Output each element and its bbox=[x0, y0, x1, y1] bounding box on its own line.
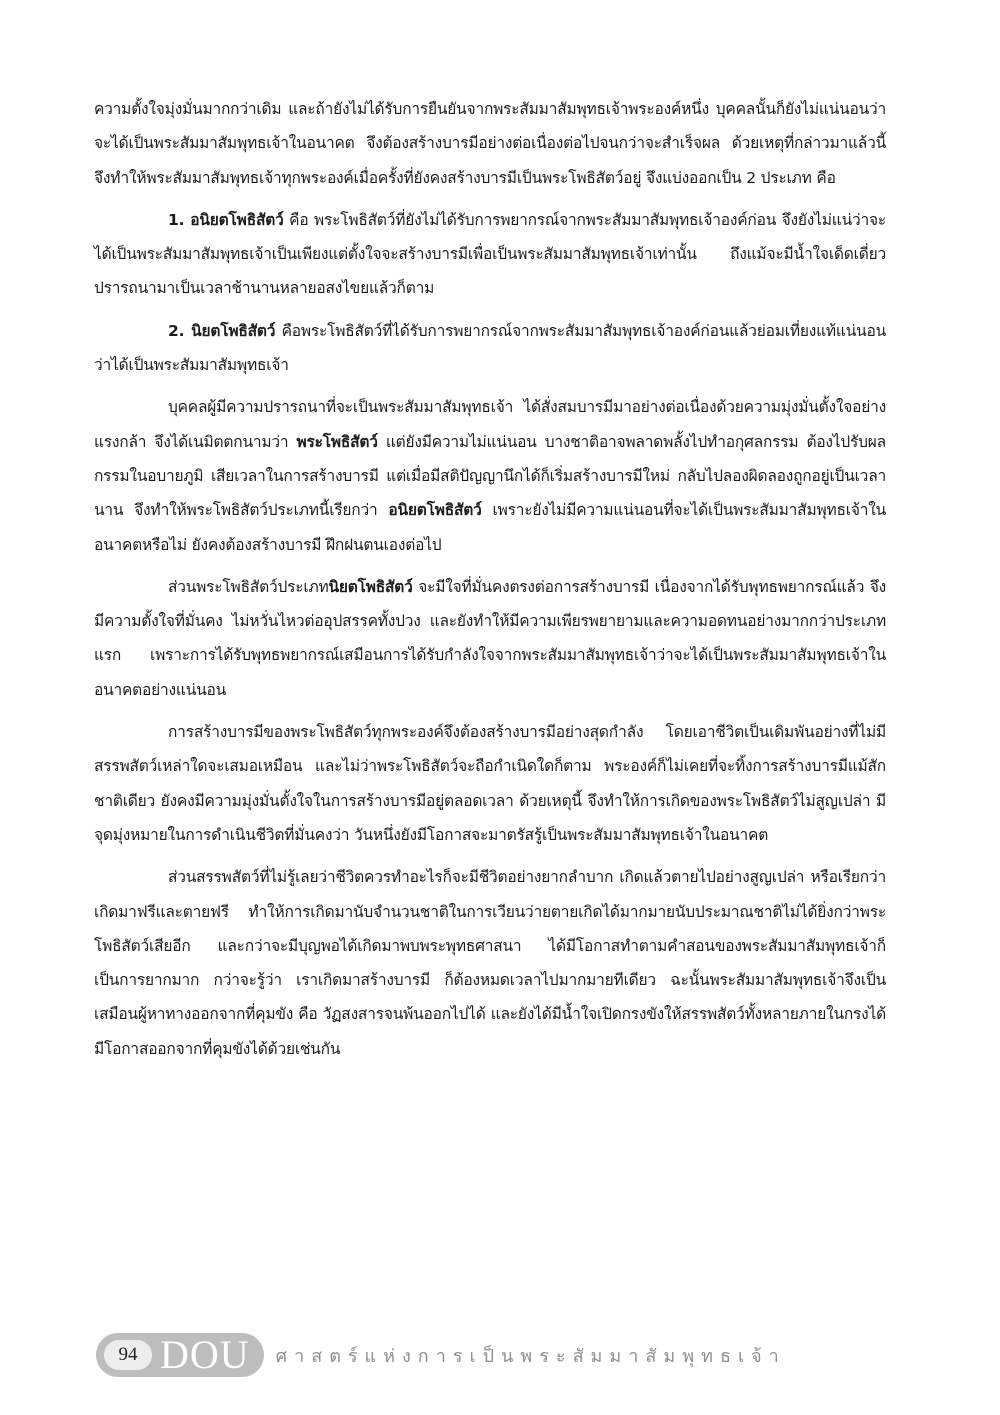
text-run: ส่วนพระโพธิสัตว์ประเภท bbox=[168, 577, 329, 596]
book-title: ศาสตร์แห่งการเป็นพระสัมมาสัมพุทธเจ้า bbox=[275, 1345, 786, 1367]
footer-badge bbox=[96, 1333, 264, 1377]
text-run: ส่วนสรรพสัตว์ที่ไม่รู้เลยว่าชีวิตควรทำอะไรก็จะมีชีวิตอย่างยากลำบาก เกิดแล้วตายไปอย่างสูญเปล่า หรือเรียกว่า เกิดมาฟรีและตายฟรี ทำให้การเกิดมานับจำนวนชาติในการเวียนว่ายตายเกิดได้มากมายนับประมาณชาติไม่ได้ยิ่งกว่าพระโพธิสัตว์เสียอีก และกว่าจะมีบุญพอได้เกิดมาพบพระพุทธศาสนา ได้มีโอกาสทำตามคำสอนของพระสัมมาสัมพุทธเจ้าก็เป็นการยากมาก กว่าจะรู้ว่า เราเกิดมาสร้างบารมี ก็ต้องหมดเวลาไปมากมายทีเดียว ฉะนั้นพระสัมมาสัมพุทธเจ้าจึงเป็นเสมือนผู้หาทางออกจากที่คุมขัง คือ วัฏสงสารจนพ้นออกไปได้ และยังได้มีน้ำใจเปิดกรงขังให้สรรพสัตว์ทั้งหลายภายในกรงได้มีโอกาสออกจากที่คุมขังได้ด้วยเช่นกัน bbox=[94, 868, 886, 1058]
body-text bbox=[94, 92, 886, 1074]
text-run: คือพระโพธิสัตว์ที่ได้รับการพยากรณ์จากพระสัมมาสัมพุทธเจ้าองค์ก่อนแล้วย่อมเที่ยงแท้แน่นอนว่าได้เป็นพระสัมมาสัมพุทธเจ้า bbox=[94, 321, 886, 375]
paragraph bbox=[94, 715, 886, 852]
text-run: คือ พระโพธิสัตว์ที่ยังไม่ได้รับการพยากรณ์จากพระสัมมาสัมพุทธเจ้าองค์ก่อน จึงยังไม่แน่ว่าจะได้เป็นพระสัมมาสัมพุทธเจ้าเป็นเพียงแต่ตั้งใจจะสร้างบารมีเพื่อเป็นพระสัมมาสัมพุทธเจ้าเท่านั้น ถึงแม้จะมีน้ำใจเด็ดเดี่ยวปรารถนามาเป็นเวลาช้านานหลายอสงไขยแล้วก็ตาม bbox=[94, 210, 886, 298]
dou-logo: DOU bbox=[160, 1332, 250, 1377]
bold-term: อนิยตโพธิสัตว์ bbox=[388, 501, 482, 520]
paragraph bbox=[94, 570, 886, 707]
bold-term: พระโพธิสัตว์ bbox=[296, 432, 378, 451]
paragraph bbox=[94, 203, 886, 306]
paragraph bbox=[94, 314, 886, 383]
text-run: ความตั้งใจมุ่งมั่นมากกว่าเดิม และถ้ายังไม่ได้รับการยืนยันจากพระสัมมาสัมพุทธเจ้าพระองค์หนึ่ง บุคคลนั้นก็ยังไม่แน่นอนว่าจะได้เป็นพระสัมมาสัมพุทธเจ้าในอนาคต จึงต้องสร้างบารมีอย่างต่อเนื่องต่อไปจนกว่าจะสำเร็จผล ด้วยเหตุที่กล่าวมาแล้วนี้ จึงทำให้พระสัมมาสัมพุทธเจ้าทุกพระองค์เมื่อครั้งที่ยังคงสร้างบารมีเป็นพระโพธิสัตว์อยู่ จึงแบ่งออกเป็น 2 ประเภท คือ bbox=[94, 100, 886, 187]
text-run: การสร้างบารมีของพระโพธิสัตว์ทุกพระองค์จึงต้องสร้างบารมีอย่างสุดกำลัง โดยเอาชีวิตเป็นเดิมพันอย่างที่ไม่มีสรรพสัตว์เหล่าใดจะเสมอเหมือน และไม่ว่าพระโพธิสัตว์จะถือกำเนิดใดก็ตาม พระองค์ก็ไม่เคยที่จะทิ้งการสร้างบารมีแม้สักชาติเดียว ยังคงมีความมุ่งมั่นตั้งใจในการสร้างบารมีอยู่ตลอดเวลา ด้วยเหตุนี้ จึงทำให้การเกิดของพระโพธิสัตว์ไม่สูญเปล่า มีจุดมุ่งหมายในการดำเนินชีวิตที่มั่นคงว่า วันหนึ่งยังมีโอกาสจะมาตรัสรู้เป็นพระสัมมาสัมพุทธเจ้าในอนาคต bbox=[94, 723, 886, 844]
bold-term: นิยตโพธิสัตว์ bbox=[328, 577, 413, 596]
page-footer bbox=[96, 1333, 786, 1377]
bold-term: 2. นิยตโพธิสัตว์ bbox=[168, 321, 276, 340]
page-number: 94 bbox=[104, 1340, 152, 1370]
text-run: แต่ยังมีความไม่แน่นอน บางชาติอาจพลาดพลั้งไปทำอกุศลกรรม ต้องไปรับผลกรรมในอบายภูมิ เสียเวลาในการสร้างบารมี แต่เมื่อมีสติปัญญานึกได้ก็เริ่มสร้างบารมีใหม่ กลับไปลองผิดลองถูกอยู่เป็นเวลานาน จึงทำให้พระโพธิสัตว์ประเภทนี้เรียกว่า bbox=[94, 432, 886, 520]
text-run: บุคคลผู้มีความปรารถนาที่จะเป็นพระสัมมาสัมพุทธเจ้า ได้สั่งสมบารมีมาอย่างต่อเนื่องด้วยความมุ่งมั่นตั้งใจอย่างแรงกล้า จึงได้เนมิตตกนามว่า bbox=[94, 398, 886, 451]
bold-term: 1. อนิยตโพธิสัตว์ bbox=[168, 210, 284, 229]
text-run: จะมีใจที่มั่นคงตรงต่อการสร้างบารมี เนื่องจากได้รับพุทธพยากรณ์แล้ว จึงมีความตั้งใจที่มั่นคง ไม่หวั่นไหวต่ออุปสรรคทั้งปวง และยังทำให้มีความเพียรพยายามและความอดทนอย่างมากกว่าประเภทแรก เพราะการได้รับพุทธพยากรณ์เสมือนการได้รับกำลังใจจากพระสัมมาสัมพุทธเจ้าว่าจะได้เป็นพระสัมมาสัมพุทธเจ้าในอนาคตอย่างแน่นอน bbox=[94, 577, 886, 699]
paragraph bbox=[94, 860, 886, 1066]
paragraph bbox=[94, 390, 886, 561]
paragraph bbox=[94, 92, 886, 195]
text-run: เพราะยังไม่มีความแน่นอนที่จะได้เป็นพระสัมมาสัมพุทธเจ้าในอนาคตหรือไม่ ยังคงต้องสร้างบารมี ฝึกฝนตนเองต่อไป bbox=[94, 501, 887, 554]
